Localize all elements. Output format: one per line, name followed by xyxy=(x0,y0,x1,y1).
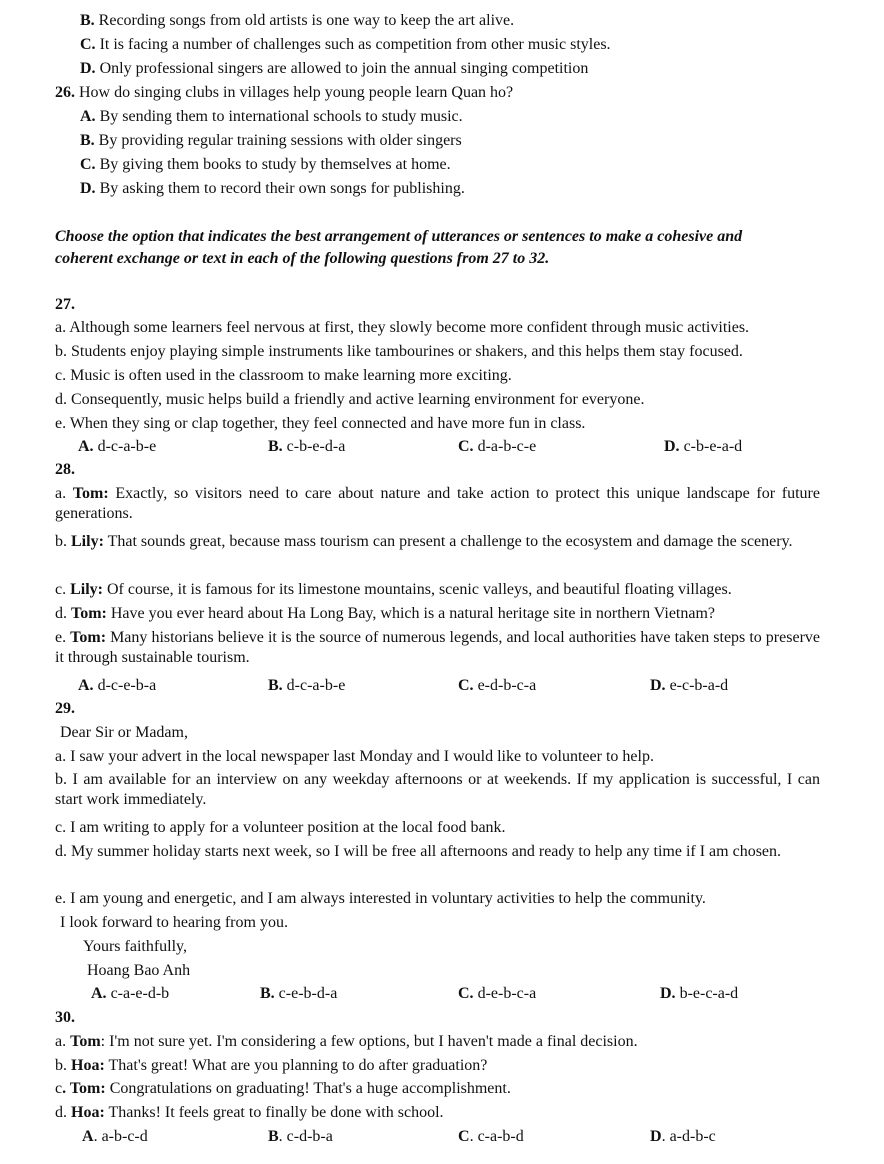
q29-item-c: c. I am writing to apply for a volunteer position at the local food bank. xyxy=(55,819,506,836)
option-text: By asking them to record their own songs for publishing. xyxy=(95,180,465,197)
answer-letter: D. xyxy=(664,438,680,455)
answer-text: d-e-b-c-a xyxy=(473,985,537,1002)
item-prefix: b. xyxy=(55,533,71,550)
answer-text: d-c-a-b-e xyxy=(93,438,157,455)
speaker-name: Tom xyxy=(70,1033,101,1050)
answer-text: c-e-b-d-a xyxy=(274,985,338,1002)
q29-item-b: b. I am available for an interview on any weekday afternoons or at weekends. If my application is successful, I can start work immediately. xyxy=(55,771,820,808)
q28-item-e xyxy=(55,628,820,668)
speaker-name: Tom: xyxy=(71,605,107,622)
q28-number: 28. xyxy=(55,461,75,478)
option-text: By giving them books to study by themselves at home. xyxy=(95,156,451,173)
q28-item-b xyxy=(55,532,820,552)
q25-option-d xyxy=(80,59,588,79)
answer-letter: C. xyxy=(458,985,474,1002)
answer-text: . c-a-b-d xyxy=(469,1128,524,1145)
item-text: : I'm not sure yet. I'm considering a few options, but I haven't made a final decision. xyxy=(100,1033,638,1050)
answer-text: e-c-b-a-d xyxy=(665,677,729,694)
q29-number: 29. xyxy=(55,700,75,717)
answer-text: . c-d-b-a xyxy=(278,1128,333,1145)
q27-item-e: e. When they sing or clap together, they feel connected and have more fun in class. xyxy=(55,415,586,432)
option-letter: D. xyxy=(80,60,96,77)
item-prefix: b. xyxy=(55,1057,71,1074)
q27-answer-c xyxy=(458,437,536,457)
item-prefix: c. xyxy=(55,581,71,598)
q28-item-c xyxy=(55,580,732,600)
option-letter: C. xyxy=(80,156,96,173)
q29-item-d: d. My summer holiday starts next week, so I will be free all afternoons and ready to help any time if I am chosen. xyxy=(55,843,782,860)
q26-option-a xyxy=(80,107,463,127)
speaker-name: Lily: xyxy=(71,533,104,550)
option-text: Only professional singers are allowed to join the annual singing competition xyxy=(95,60,589,77)
answer-text: d-c-e-b-a xyxy=(93,677,157,694)
answer-text: . a-b-c-d xyxy=(93,1128,148,1145)
answer-letter: A. xyxy=(91,985,107,1002)
option-letter: B. xyxy=(80,132,95,149)
q30-answer-c xyxy=(458,1127,524,1147)
item-prefix: e. xyxy=(55,629,71,646)
item-text: Exactly, so visitors need to care about nature and take action to protect this unique landscape for future generations. xyxy=(55,485,820,522)
q27-number: 27. xyxy=(55,296,75,313)
item-prefix: c xyxy=(55,1080,63,1097)
q28-answer-a xyxy=(78,676,156,696)
q26-option-d xyxy=(80,179,465,199)
item-text: That sounds great, because mass tourism can present a challenge to the ecosystem and damage the scenery. xyxy=(103,533,793,550)
answer-text: . a-d-b-c xyxy=(661,1128,716,1145)
answer-letter: B. xyxy=(268,677,283,694)
q29-item-a: a. I saw your advert in the local newspaper last Monday and I would like to volunteer to help. xyxy=(55,748,654,765)
answer-text: b-e-c-a-d xyxy=(675,985,739,1002)
q28-item-d xyxy=(55,604,715,624)
item-prefix: a. xyxy=(55,1033,71,1050)
option-letter: C. xyxy=(80,36,96,53)
question-text: How do singing clubs in villages help young people learn Quan ho? xyxy=(75,84,514,101)
item-text: Have you ever heard about Ha Long Bay, which is a natural heritage site in northern Vietnam? xyxy=(106,605,716,622)
q29-item-e: e. I am young and energetic, and I am always interested in voluntary activities to help the community. xyxy=(55,890,706,907)
speaker-name: Hoa: xyxy=(71,1057,105,1074)
q30-number: 30. xyxy=(55,1009,75,1026)
item-prefix: d. xyxy=(55,1104,71,1121)
option-text: By sending them to international schools to study music. xyxy=(95,108,463,125)
item-text: That's great! What are you planning to do after graduation? xyxy=(104,1057,488,1074)
option-letter: D. xyxy=(80,180,96,197)
option-letter: B. xyxy=(80,12,95,29)
q30-answer-b xyxy=(268,1127,333,1147)
answer-text: c-b-e-d-a xyxy=(282,438,346,455)
q30-answer-d xyxy=(650,1127,716,1147)
q29-salutation: Dear Sir or Madam, xyxy=(60,724,188,741)
q27-answer-a xyxy=(78,437,156,457)
item-text: Many historians believe it is the source of numerous legends, and local authorities have taken steps to preserve it through sustainable tourism. xyxy=(55,629,820,666)
q27-item-a: a. Although some learners feel nervous at first, they slowly become more confident through music activities. xyxy=(55,319,750,336)
q27-item-b: b. Students enjoy playing simple instruments like tambourines or shakers, and this helps them stay focused. xyxy=(55,343,743,360)
q30-item-b xyxy=(55,1056,487,1076)
item-text: Of course, it is famous for its limestone mountains, scenic valleys, and beautiful floating villages. xyxy=(103,581,732,598)
speaker-name: Tom: xyxy=(70,629,107,646)
q29-answer-a xyxy=(91,984,169,1004)
speaker-name: . Tom: xyxy=(62,1080,106,1097)
q27-answer-d xyxy=(664,437,742,457)
q30-item-a xyxy=(55,1032,638,1052)
q28-answer-b xyxy=(268,676,345,696)
q29-answer-c xyxy=(458,984,536,1004)
item-prefix: d. xyxy=(55,605,71,622)
answer-letter: B xyxy=(268,1128,279,1145)
option-text: Recording songs from old artists is one way to keep the art alive. xyxy=(94,12,515,29)
q27-answer-b xyxy=(268,437,345,457)
q28-answer-c xyxy=(458,676,536,696)
q25-option-b xyxy=(80,11,514,31)
answer-letter: A xyxy=(82,1128,94,1145)
answer-text: c-a-e-d-b xyxy=(106,985,170,1002)
section-instruction-line-1: Choose the option that indicates the best arrangement of utterances or sentences to make a cohesive and xyxy=(55,228,743,245)
section-instruction-line-2: coherent exchange or text in each of the following questions from 27 to 32. xyxy=(55,250,550,267)
answer-letter: B. xyxy=(260,985,275,1002)
answer-text: d-c-a-b-e xyxy=(282,677,346,694)
q29-signoff: Yours faithfully, xyxy=(83,938,188,955)
q30-item-c xyxy=(55,1079,511,1099)
q27-item-c: c. Music is often used in the classroom to make learning more exciting. xyxy=(55,367,512,384)
answer-text: d-a-b-c-e xyxy=(473,438,537,455)
answer-letter: C. xyxy=(458,677,474,694)
speaker-name: Lily: xyxy=(70,581,103,598)
item-text: Congratulations on graduating! That's a huge accomplishment. xyxy=(105,1080,511,1097)
answer-letter: D. xyxy=(650,677,666,694)
option-text: It is facing a number of challenges such as competition from other music styles. xyxy=(95,36,611,53)
answer-letter: A. xyxy=(78,677,94,694)
speaker-name: Tom: xyxy=(72,485,109,502)
q26-question xyxy=(55,83,513,103)
answer-text: c-b-e-a-d xyxy=(679,438,743,455)
answer-letter: D xyxy=(650,1128,662,1145)
answer-letter: C. xyxy=(458,438,474,455)
q29-closing: I look forward to hearing from you. xyxy=(60,914,288,931)
q30-item-d xyxy=(55,1103,444,1123)
q25-option-c xyxy=(80,35,611,55)
question-number: 26. xyxy=(55,84,75,101)
q26-option-c xyxy=(80,155,451,175)
item-prefix: a. xyxy=(55,485,73,502)
answer-letter: B. xyxy=(268,438,283,455)
q26-option-b xyxy=(80,131,462,151)
answer-text: e-d-b-c-a xyxy=(473,677,537,694)
q28-item-a xyxy=(55,484,820,524)
item-text: Thanks! It feels great to finally be done with school. xyxy=(104,1104,444,1121)
answer-letter: D. xyxy=(660,985,676,1002)
q27-item-d: d. Consequently, music helps build a friendly and active learning environment for everyone. xyxy=(55,391,645,408)
q29-answer-d xyxy=(660,984,738,1004)
q28-answer-d xyxy=(650,676,728,696)
option-letter: A. xyxy=(80,108,96,125)
q30-answer-a xyxy=(82,1127,148,1147)
q29-answer-b xyxy=(260,984,337,1004)
answer-letter: A. xyxy=(78,438,94,455)
answer-letter: C xyxy=(458,1128,470,1145)
option-text: By providing regular training sessions with older singers xyxy=(94,132,462,149)
speaker-name: Hoa: xyxy=(71,1104,105,1121)
q29-signature: Hoang Bao Anh xyxy=(87,962,191,979)
